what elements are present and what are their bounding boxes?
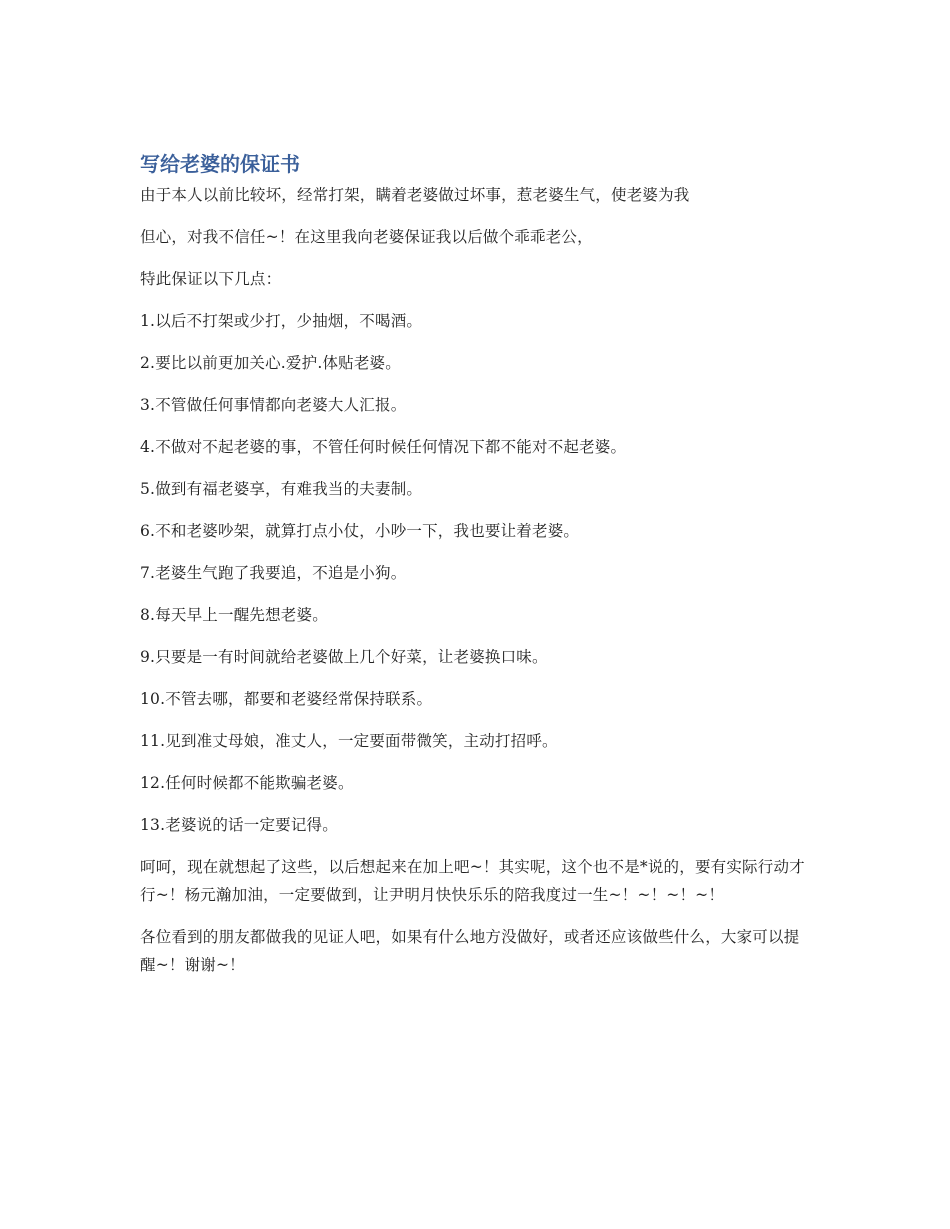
pledge-item-11: 11.见到准丈母娘，准丈人，一定要面带微笑，主动打招呼。 [140, 732, 558, 750]
pledge-item-3: 3.不管做任何事情都向老婆大人汇报。 [140, 396, 407, 414]
pledge-item-8: 8.每天早上一醒先想老婆。 [140, 606, 328, 624]
paragraph-intro-1: 由于本人以前比较坏，经常打架，瞒着老婆做过坏事，惹老婆生气，使老婆为我 [140, 186, 690, 204]
pledge-item-12: 12.任何时候都不能欺骗老婆。 [140, 774, 354, 792]
paragraph-closing-2: 各位看到的朋友都做我的见证人吧，如果有什么地方没做好，或者还应该做些什么，大家可以提醒~！谢谢~！ [140, 928, 800, 974]
paragraph-pledge-heading: 特此保证以下几点： [140, 270, 282, 288]
pledge-item-4: 4.不做对不起老婆的事，不管任何时候任何情况下都不能对不起老婆。 [140, 438, 627, 456]
document-page [140, 150, 812, 993]
paragraph-closing-1: 呵呵，现在就想起了这些，以后想起来在加上吧~！其实呢，这个也不是*说的，要有实际行动才行~！杨元瀚加油，一定要做到，让尹明月快快乐乐的陪我度过一生~！~！~！~！ [140, 858, 805, 904]
pledge-item-7: 7.老婆生气跑了我要追，不追是小狗。 [140, 564, 407, 582]
pledge-item-10: 10.不管去哪，都要和老婆经常保持联系。 [140, 690, 433, 708]
pledge-item-1: 1.以后不打架或少打，少抽烟，不喝酒。 [140, 312, 423, 330]
pledge-item-13: 13.老婆说的话一定要记得。 [140, 816, 338, 834]
pledge-item-6: 6.不和老婆吵架，就算打点小仗，小吵一下，我也要让着老婆。 [140, 522, 580, 540]
pledge-item-9: 9.只要是一有时间就给老婆做上几个好菜，让老婆换口味。 [140, 648, 548, 666]
document-title: 写给老婆的保证书 [140, 152, 300, 176]
pledge-item-5: 5.做到有福老婆享，有难我当的夫妻制。 [140, 480, 423, 498]
paragraph-intro-2: 但心，对我不信任~！在这里我向老婆保证我以后做个乖乖老公， [140, 228, 593, 246]
pledge-item-2: 2.要比以前更加关心.爱护.体贴老婆。 [140, 354, 401, 372]
